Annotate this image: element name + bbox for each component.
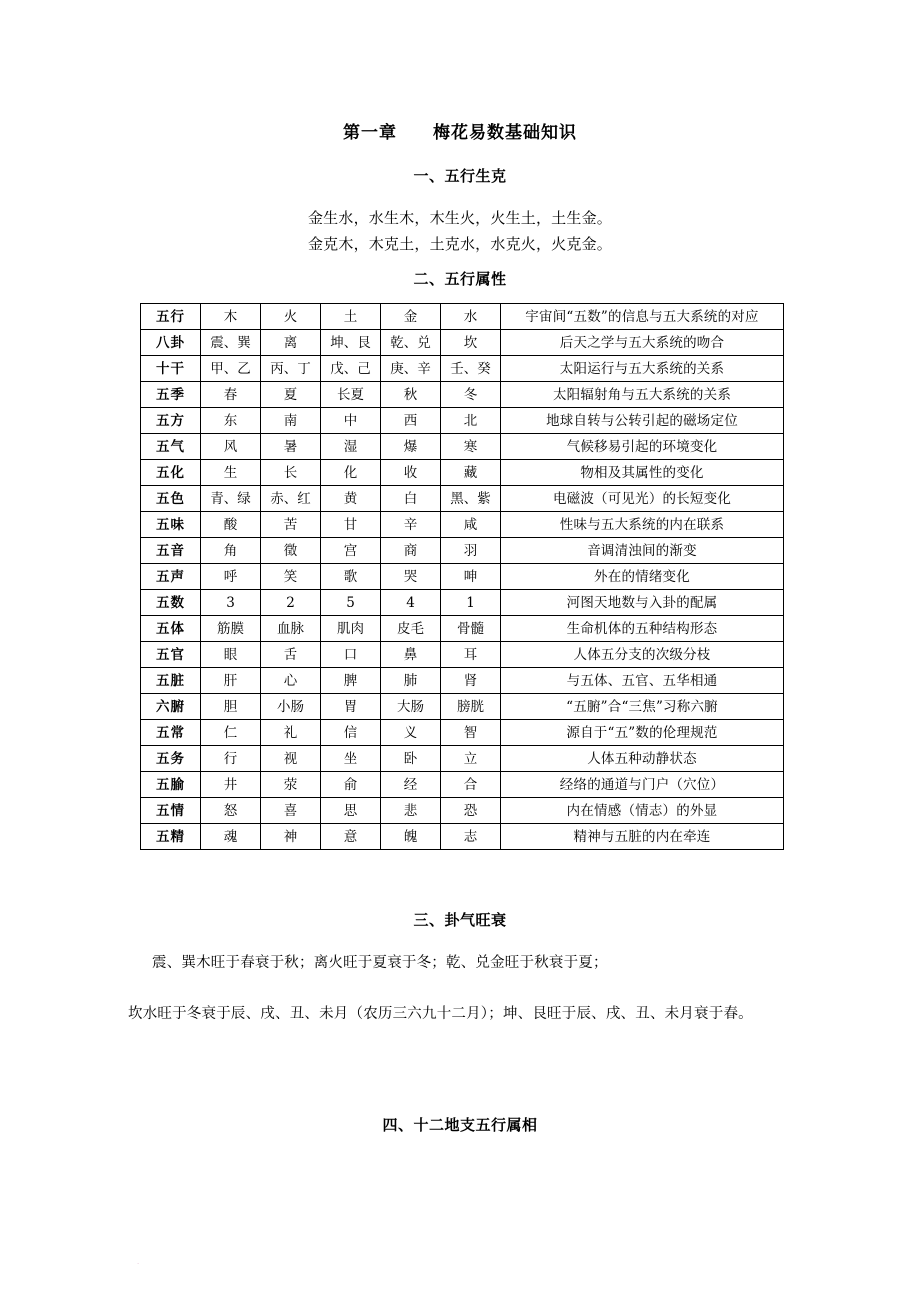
table-cell: 南 — [261, 408, 321, 434]
chapter-title: 第一章 梅花易数基础知识 — [343, 123, 577, 143]
table-cell: 庚、辛 — [381, 356, 441, 382]
table-cell: 5 — [321, 590, 381, 616]
table-cell: 藏 — [441, 460, 501, 486]
row-label: 五季 — [141, 382, 201, 408]
row-note: 后天之学与五大系统的吻合 — [501, 330, 784, 356]
table-cell: 俞 — [321, 772, 381, 798]
table-cell: 4 — [381, 590, 441, 616]
row-label: 五声 — [141, 564, 201, 590]
table-row — [141, 330, 784, 356]
table-cell: 魂 — [201, 824, 261, 850]
table-cell: 离 — [261, 330, 321, 356]
table-cell: 甘 — [321, 512, 381, 538]
table-row — [141, 356, 784, 382]
table-row — [141, 798, 784, 824]
sheng-line: 金生水，水生木，木生火，火生土，土生金。 — [307, 209, 612, 227]
row-note: 河图天地数与入卦的配属 — [501, 590, 784, 616]
row-label: 五音 — [141, 538, 201, 564]
table-cell: 脾 — [321, 668, 381, 694]
table-row — [141, 772, 784, 798]
table-cell: 行 — [201, 746, 261, 772]
table-cell: 志 — [441, 824, 501, 850]
table-cell: 长夏 — [321, 382, 381, 408]
table-cell: 鼻 — [381, 642, 441, 668]
table-cell: 呻 — [441, 564, 501, 590]
table-cell: 坐 — [321, 746, 381, 772]
row-label: 五务 — [141, 746, 201, 772]
table-cell: 魄 — [381, 824, 441, 850]
table-cell: 肾 — [441, 668, 501, 694]
table-cell: 北 — [441, 408, 501, 434]
table-cell: 呼 — [201, 564, 261, 590]
section-heading-guaqi-wangshuai: 三、卦气旺衰 — [413, 911, 507, 929]
table-cell: 哭 — [381, 564, 441, 590]
row-note: 与五体、五官、五华相通 — [501, 668, 784, 694]
row-note: 太阳运行与五大系统的关系 — [501, 356, 784, 382]
row-label: 五脏 — [141, 668, 201, 694]
table-cell: 肝 — [201, 668, 261, 694]
table-cell: 辛 — [381, 512, 441, 538]
table-cell: 西 — [381, 408, 441, 434]
table-cell: 乾、兑 — [381, 330, 441, 356]
row-label: 五腧 — [141, 772, 201, 798]
table-cell: 咸 — [441, 512, 501, 538]
row-label: 五体 — [141, 616, 201, 642]
row-label: 十干 — [141, 356, 201, 382]
table-row — [141, 590, 784, 616]
table-row — [141, 616, 784, 642]
row-label: 五味 — [141, 512, 201, 538]
row-note: 源自于“五”数的伦理规范 — [501, 720, 784, 746]
wuxing-shengke-body — [0, 205, 920, 257]
row-note: 人体五分支的次级分枝 — [501, 642, 784, 668]
table-cell: 礼 — [261, 720, 321, 746]
table-cell: 井 — [201, 772, 261, 798]
row-label: 五数 — [141, 590, 201, 616]
row-note: 生命机体的五种结构形态 — [501, 616, 784, 642]
row-note: 性味与五大系统的内在联系 — [501, 512, 784, 538]
table-row — [141, 304, 784, 330]
table-row — [141, 538, 784, 564]
row-note: 人体五种动静状态 — [501, 746, 784, 772]
row-label: 六腑 — [141, 694, 201, 720]
table-cell: 肌肉 — [321, 616, 381, 642]
table-cell: 义 — [381, 720, 441, 746]
table-row — [141, 720, 784, 746]
row-note: 物相及其属性的变化 — [501, 460, 784, 486]
table-cell: 仁 — [201, 720, 261, 746]
table-cell: 徵 — [261, 538, 321, 564]
table-cell: 爆 — [381, 434, 441, 460]
row-label: 五方 — [141, 408, 201, 434]
table-cell: 喜 — [261, 798, 321, 824]
row-note: 气候移易引起的环境变化 — [501, 434, 784, 460]
table-cell: 笑 — [261, 564, 321, 590]
table-cell: 商 — [381, 538, 441, 564]
row-note: 太阳辐射角与五大系统的关系 — [501, 382, 784, 408]
row-label: 五色 — [141, 486, 201, 512]
stray-mark: · — [137, 1260, 140, 1268]
table-cell: 思 — [321, 798, 381, 824]
table-cell: 丙、丁 — [261, 356, 321, 382]
row-note: “五腑”合“三焦”习称六腑 — [501, 694, 784, 720]
table-row — [141, 746, 784, 772]
table-cell: 黑、紫 — [441, 486, 501, 512]
table-cell: 智 — [441, 720, 501, 746]
table-cell: 意 — [321, 824, 381, 850]
table-cell: 水 — [441, 304, 501, 330]
table-row — [141, 408, 784, 434]
section-heading-wuxing-shengke: 一、五行生克 — [413, 167, 507, 185]
table-cell: 黄 — [321, 486, 381, 512]
row-label: 五行 — [141, 304, 201, 330]
row-note: 地球自转与公转引起的磁场定位 — [501, 408, 784, 434]
table-row — [141, 824, 784, 850]
row-note: 经络的通道与门户（穴位） — [501, 772, 784, 798]
table-row — [141, 382, 784, 408]
table-cell: 口 — [321, 642, 381, 668]
table-cell: 立 — [441, 746, 501, 772]
table-row — [141, 642, 784, 668]
table-cell: 金 — [381, 304, 441, 330]
section-heading-wuxing-shuxing: 二、五行属性 — [413, 270, 507, 288]
table-row — [141, 668, 784, 694]
row-label: 五精 — [141, 824, 201, 850]
table-cell: 角 — [201, 538, 261, 564]
table-cell: 赤、红 — [261, 486, 321, 512]
table-cell: 壬、癸 — [441, 356, 501, 382]
table-cell: 暑 — [261, 434, 321, 460]
table-cell: 木 — [201, 304, 261, 330]
table-row — [141, 434, 784, 460]
table-cell: 耳 — [441, 642, 501, 668]
table-row — [141, 486, 784, 512]
table-cell: 神 — [261, 824, 321, 850]
table-cell: 中 — [321, 408, 381, 434]
row-label: 五常 — [141, 720, 201, 746]
row-label: 五情 — [141, 798, 201, 824]
table-cell: 小肠 — [261, 694, 321, 720]
table-cell: 筋膜 — [201, 616, 261, 642]
table-cell: 3 — [201, 590, 261, 616]
table-cell: 宫 — [321, 538, 381, 564]
table-cell: 2 — [261, 590, 321, 616]
table-cell: 震、巽 — [201, 330, 261, 356]
table-cell: 怒 — [201, 798, 261, 824]
table-cell: 皮毛 — [381, 616, 441, 642]
table-cell: 血脉 — [261, 616, 321, 642]
row-label: 五官 — [141, 642, 201, 668]
table-cell: 生 — [201, 460, 261, 486]
five-elements-attribute-table — [140, 303, 784, 850]
ke-line: 金克木，木克土，土克水，水克火，火克金。 — [307, 235, 612, 253]
table-cell: 化 — [321, 460, 381, 486]
table-row — [141, 512, 784, 538]
table-cell: 1 — [441, 590, 501, 616]
row-note: 外在的情绪变化 — [501, 564, 784, 590]
table-row — [141, 460, 784, 486]
table-row — [141, 564, 784, 590]
table-cell: 火 — [261, 304, 321, 330]
table-cell: 歌 — [321, 564, 381, 590]
guaqi-paragraph-1: 震、巽木旺于春衰于秋；离火旺于夏衰于冬；乾、兑金旺于秋衰于夏； — [152, 955, 608, 971]
table-cell: 悲 — [381, 798, 441, 824]
table-cell: 秋 — [381, 382, 441, 408]
section-heading-dizhi-wuxing: 四、十二地支五行属相 — [382, 1116, 538, 1134]
table-cell: 长 — [261, 460, 321, 486]
table-cell: 坤、艮 — [321, 330, 381, 356]
table-cell: 寒 — [441, 434, 501, 460]
row-label: 八卦 — [141, 330, 201, 356]
table-cell: 肺 — [381, 668, 441, 694]
table-cell: 心 — [261, 668, 321, 694]
table-cell: 恐 — [441, 798, 501, 824]
row-note: 宇宙间“五数”的信息与五大系统的对应 — [501, 304, 784, 330]
table-cell: 视 — [261, 746, 321, 772]
table-cell: 夏 — [261, 382, 321, 408]
row-note: 音调清浊间的渐变 — [501, 538, 784, 564]
table-cell: 骨髓 — [441, 616, 501, 642]
guaqi-paragraph-2: 坎水旺于冬衰于辰、戌、丑、未月（农历三六九十二月）；坤、艮旺于辰、戌、丑、未月衰于春。 — [128, 1006, 753, 1022]
table-cell: 胆 — [201, 694, 261, 720]
table-cell: 白 — [381, 486, 441, 512]
table-cell: 胃 — [321, 694, 381, 720]
table-cell: 大肠 — [381, 694, 441, 720]
row-note: 内在情感（情志）的外显 — [501, 798, 784, 824]
table-cell: 湿 — [321, 434, 381, 460]
table-cell: 经 — [381, 772, 441, 798]
table-cell: 酸 — [201, 512, 261, 538]
table-body — [141, 304, 784, 850]
row-label: 五气 — [141, 434, 201, 460]
table-cell: 收 — [381, 460, 441, 486]
table-row — [141, 694, 784, 720]
table-cell: 青、绿 — [201, 486, 261, 512]
table-cell: 戊、己 — [321, 356, 381, 382]
table-cell: 羽 — [441, 538, 501, 564]
row-note: 精神与五脏的内在牵连 — [501, 824, 784, 850]
row-label: 五化 — [141, 460, 201, 486]
table-cell: 卧 — [381, 746, 441, 772]
table-cell: 东 — [201, 408, 261, 434]
table-cell: 冬 — [441, 382, 501, 408]
table-cell: 甲、乙 — [201, 356, 261, 382]
table-cell: 风 — [201, 434, 261, 460]
table-cell: 荥 — [261, 772, 321, 798]
table-cell: 坎 — [441, 330, 501, 356]
table-cell: 眼 — [201, 642, 261, 668]
table-cell: 苦 — [261, 512, 321, 538]
table-cell: 信 — [321, 720, 381, 746]
table-cell: 膀胱 — [441, 694, 501, 720]
table-cell: 舌 — [261, 642, 321, 668]
table-cell: 土 — [321, 304, 381, 330]
table-cell: 合 — [441, 772, 501, 798]
row-note: 电磁波（可见光）的长短变化 — [501, 486, 784, 512]
table-cell: 春 — [201, 382, 261, 408]
